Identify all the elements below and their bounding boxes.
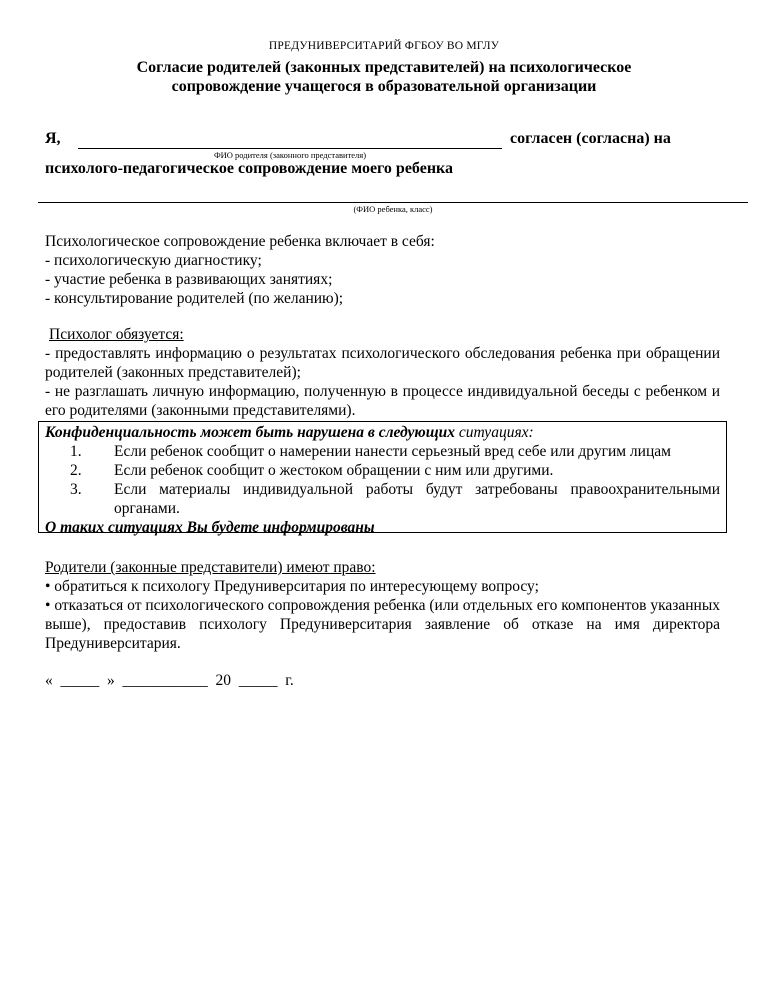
case-text: Если материалы индивидуальной работы будут затребованы правоохранительными органами. [114, 481, 720, 517]
rights-item: • отказаться от психологического сопровождения ребенка (или отдельных его компонентов указанных выше), предоставив психологу Предуниверситария заявление об отказе на имя директора Предуниверситария. [45, 597, 720, 652]
confidentiality-box [38, 421, 727, 536]
list-item [45, 461, 720, 480]
title-line-2: сопровождение учащегося в образовательной организации [171, 78, 597, 95]
parent-name-hint: ФИО родителя (законного представителя) [213, 150, 367, 160]
case-number: 2. [70, 462, 82, 479]
date-field[interactable]: « _____ » ___________ 20 _____ г. [45, 672, 294, 689]
list-item [45, 480, 720, 518]
consent-tail-text: согласен (согласна) на [510, 130, 671, 147]
obligation-item: - не разглашать личную информацию, полученную в процессе индивидуальной беседы с ребенком и его родителями (законными представителями). [45, 383, 720, 419]
rights-section [45, 558, 720, 653]
case-number: 1. [70, 443, 82, 460]
obligation-item: - предоставлять информацию о результатах психологического обследования ребенка при обращении родителей (законных представителей); [45, 345, 720, 381]
includes-section [45, 232, 720, 308]
confidentiality-heading-italic: ситуациях: [458, 424, 534, 441]
confidentiality-cases [45, 442, 720, 518]
case-text: Если ребенок сообщит о жестоком обращении с ним или другими. [114, 462, 554, 479]
rights-heading: Родители (законные представители) имеют право: [45, 559, 376, 576]
title-line-1: Согласие родителей (законных представителей) на психологическое [136, 59, 632, 76]
organization-name: ПРЕДУНИВЕРСИТАРИЙ ФГБОУ ВО МГЛУ [268, 40, 500, 52]
document-title [0, 58, 768, 96]
includes-heading: Психологическое сопровождение ребенка включает в себя: [45, 233, 435, 250]
rights-item: • обратиться к психологу Предуниверситария по интересующему вопросу; [45, 578, 539, 595]
list-item [45, 442, 720, 461]
confidentiality-heading [45, 423, 720, 442]
includes-item: - консультирование родителей (по желанию); [45, 290, 344, 307]
confidentiality-heading-bold: Конфиденциальность может быть нарушена в следующих [45, 424, 455, 441]
consent-purpose: психолого-педагогическое сопровождение моего ребенка [45, 160, 454, 177]
includes-item: - психологическую диагностику; [45, 252, 262, 269]
includes-item: - участие ребенка в развивающих занятиях; [45, 271, 333, 288]
confidentiality-footer: О таких ситуациях Вы будете информированы [45, 519, 375, 536]
case-text: Если ребенок сообщит о намерении нанести серьезный вред себе или другим лицам [114, 443, 671, 460]
obligations-section [45, 325, 720, 420]
consent-subject-label: Я, [45, 130, 61, 147]
child-name-hint: (ФИО ребенка, класс) [353, 204, 433, 214]
parent-name-field[interactable] [78, 148, 502, 149]
case-number: 3. [70, 481, 82, 498]
child-name-field[interactable] [38, 202, 748, 203]
obligations-heading: Психолог обязуется: [49, 326, 184, 343]
